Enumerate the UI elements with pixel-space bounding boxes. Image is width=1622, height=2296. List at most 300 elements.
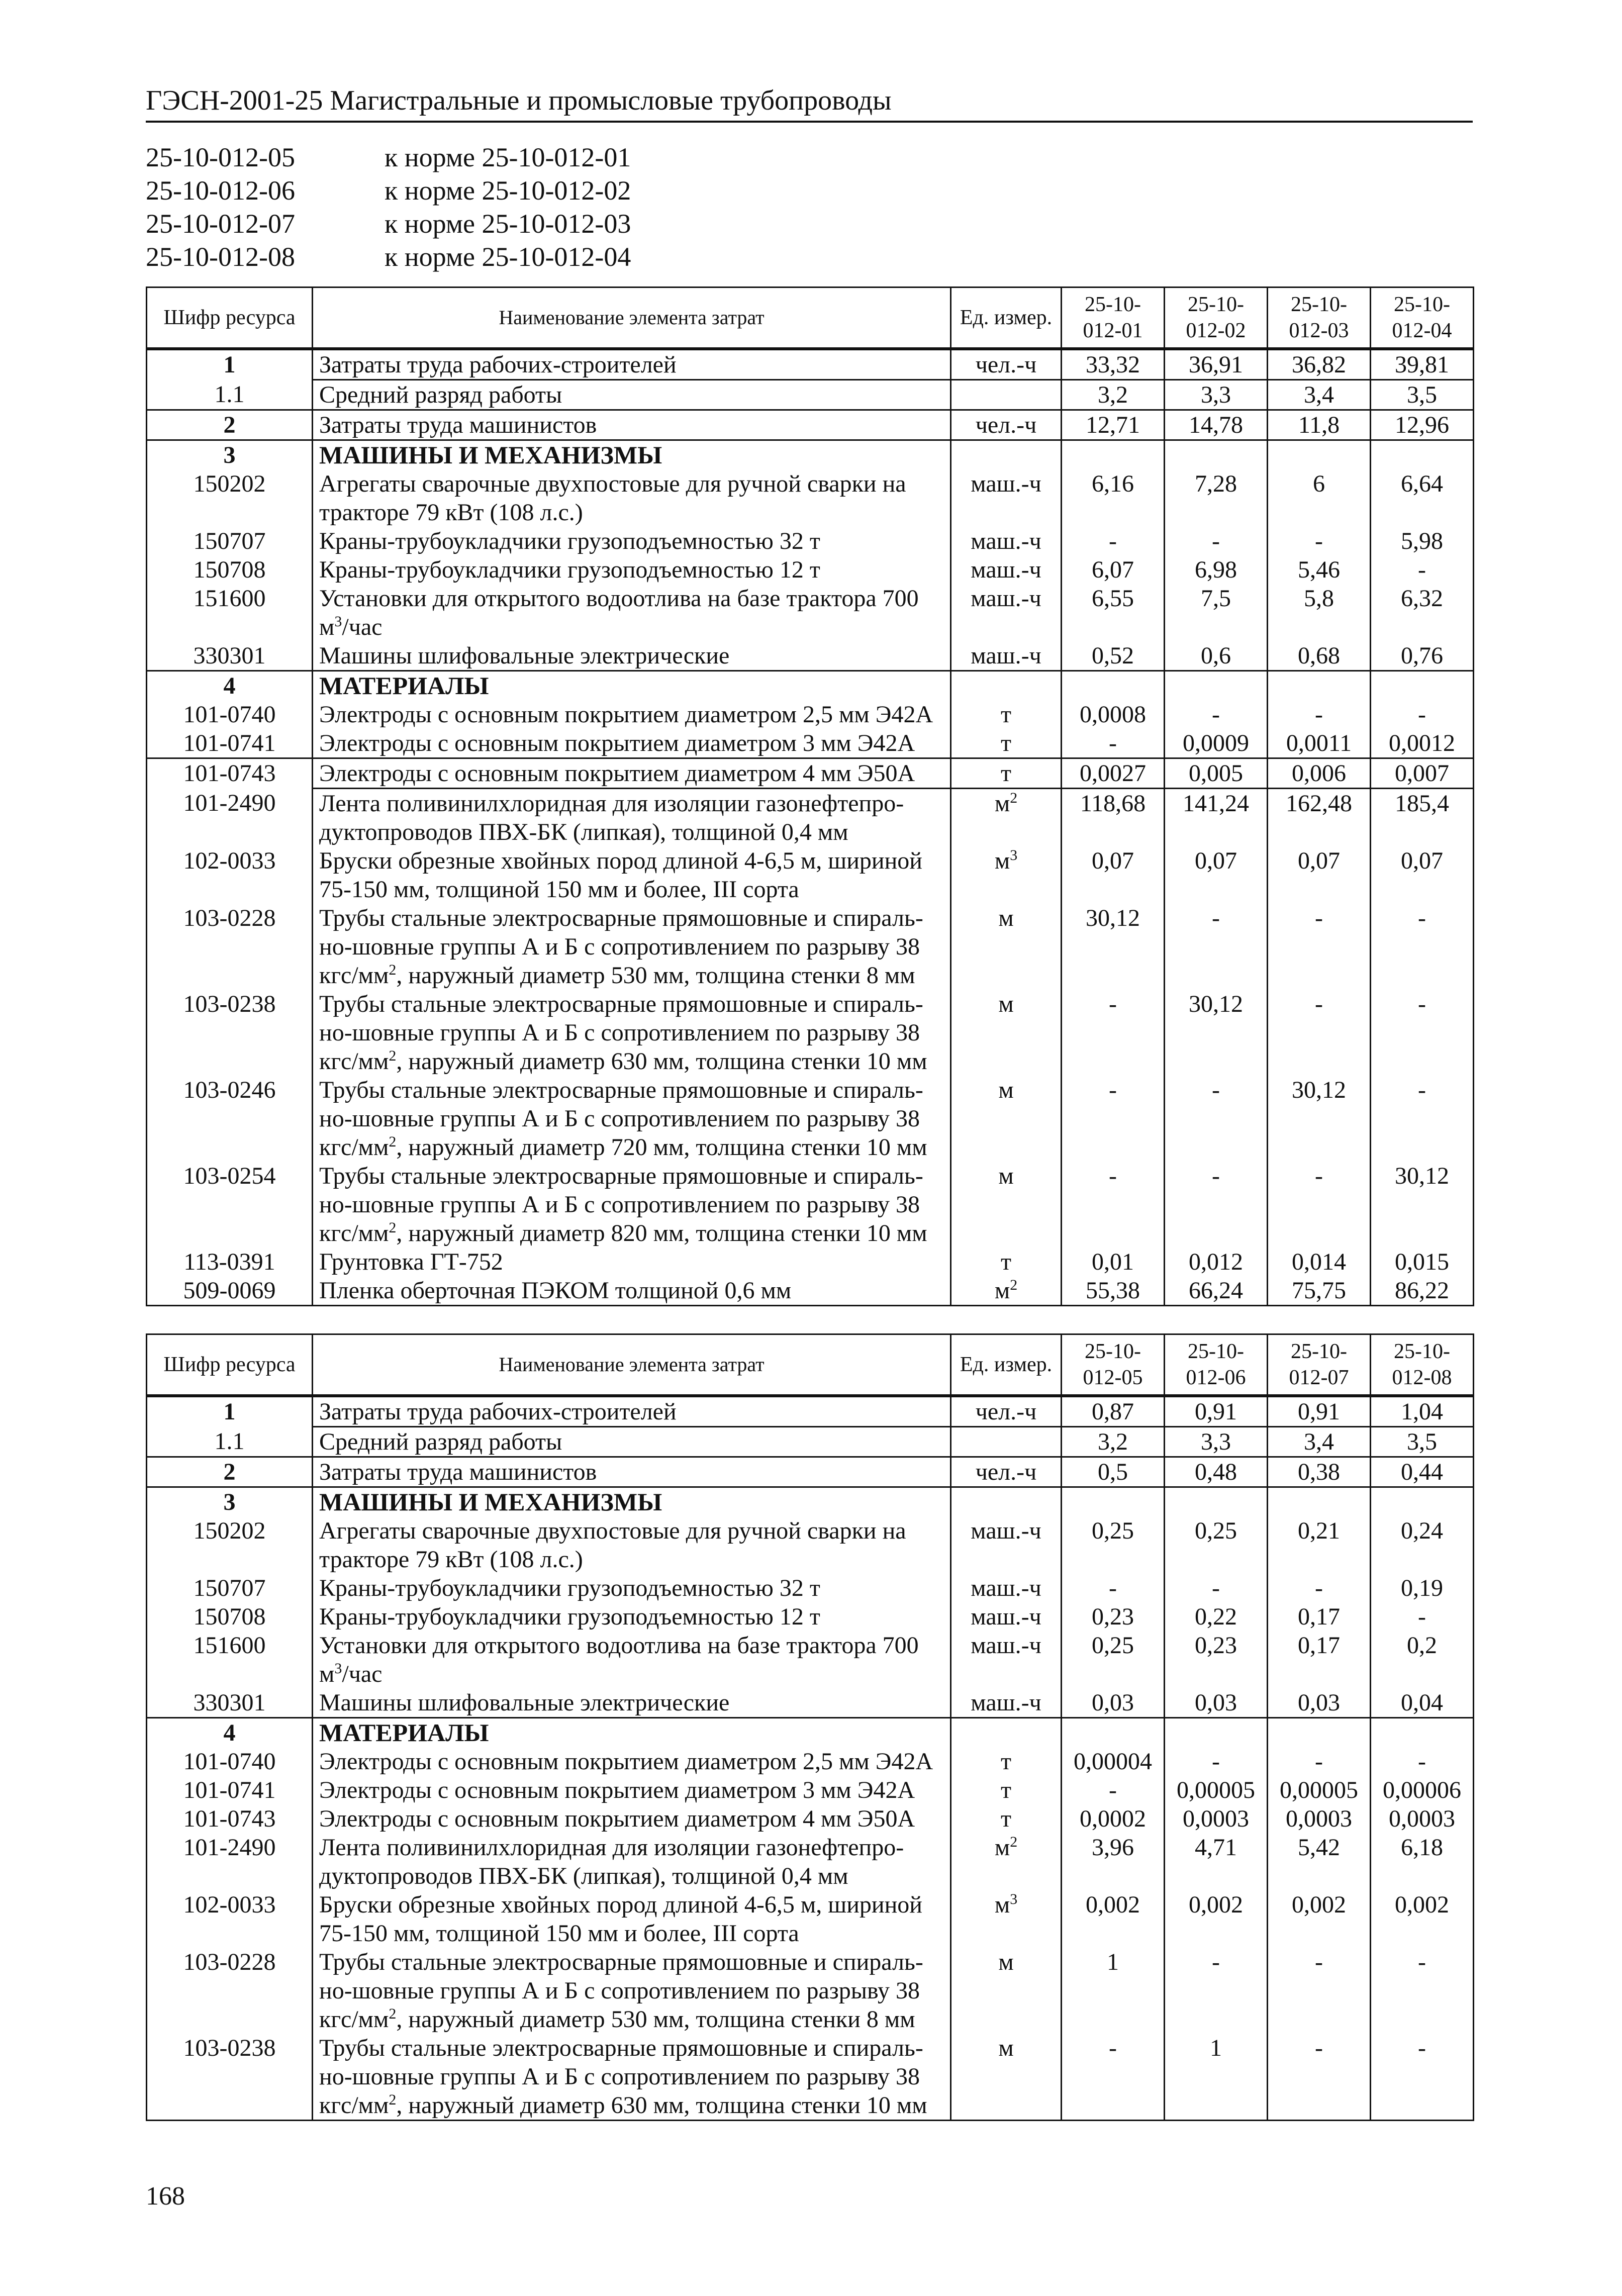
header-norm-line: 012-04 (1392, 319, 1452, 342)
resource-name (313, 789, 951, 847)
value-cell: 3,2 (1062, 380, 1165, 410)
value-cell: 14,78 (1165, 410, 1268, 440)
value-cell: - (1165, 1076, 1268, 1162)
value-cell: 0,07 (1165, 846, 1268, 904)
resource-code: 103-0228 (147, 1948, 313, 2034)
resource-name-text: , наружный диаметр 630 мм, толщина стенки 10 мм (396, 2092, 927, 2119)
value-cell: 6,18 (1371, 1833, 1474, 1890)
resource-name-text: Агрегаты сварочные двухпостовые для ручной сварки на тракторе 79 кВт (108 л.с.) (319, 470, 906, 526)
value-cell: 0,0027 (1062, 758, 1165, 789)
superscript: 2 (389, 2091, 397, 2108)
value-cell: - (1371, 1076, 1474, 1162)
value-cell: - (1165, 1162, 1268, 1248)
unit-text: м (994, 847, 1010, 874)
resource-code: 150708 (147, 1602, 313, 1631)
resource-name (313, 1602, 951, 1631)
value-cell: 0,07 (1062, 846, 1165, 904)
unit-cell (951, 1162, 1062, 1248)
resource-name-text: Бруски обрезные хвойных пород длиной 4-6,5 м, шириной 75-150 мм, толщиной 150 мм и более, III сорта (319, 1891, 922, 1947)
value-cell (1371, 671, 1474, 701)
value-cell: 36,91 (1165, 349, 1268, 380)
resource-name-text: Установки для открытого водоотлива на базе трактора 700 (319, 585, 919, 612)
value-cell: 0,25 (1165, 1516, 1268, 1574)
resource-name (313, 380, 951, 410)
resource-code: 102-0033 (147, 846, 313, 904)
resource-name-text: Установки для открытого водоотлива на базе трактора 700 (319, 1632, 919, 1659)
value-cell: - (1268, 527, 1371, 555)
unit-cell (951, 1602, 1062, 1631)
unit-text: т (1001, 1748, 1011, 1775)
value-cell: 5,98 (1371, 527, 1474, 555)
header-norm-line: 012-05 (1083, 1366, 1143, 1389)
resource-code: 113-0391 (147, 1248, 313, 1276)
value-cell: - (1062, 527, 1165, 555)
header-norm-line: 25-10- (1085, 293, 1141, 316)
unit-text: маш.-ч (971, 585, 1041, 612)
resource-name-text: м (319, 614, 335, 640)
page-title: ГЭСН-2001-25 Магистральные и промысловые трубопроводы (146, 85, 892, 116)
resource-code: 150202 (147, 469, 313, 527)
value-cell (1268, 1718, 1371, 1748)
resource-name (313, 1574, 951, 1602)
header-code: Шифр ресурса (147, 288, 313, 349)
resource-code: 1 (147, 1396, 313, 1427)
value-cell (1062, 671, 1165, 701)
resource-name-text: Краны-трубоукладчики грузоподъемностью 32 т (319, 528, 820, 554)
unit-cell (951, 1396, 1062, 1427)
table-row (147, 789, 1474, 847)
resource-name-text: Грунтовка ГТ-752 (319, 1249, 503, 1275)
header-norm-line: 25-10- (1188, 1340, 1244, 1363)
resource-name-text: Краны-трубоукладчики грузоподъемностью 12 т (319, 556, 820, 583)
resource-name (313, 729, 951, 758)
value-cell (1062, 1718, 1165, 1748)
resource-name (313, 904, 951, 990)
reference-text: к норме 25-10-012-01 (385, 142, 631, 172)
value-cell: 0,012 (1165, 1248, 1268, 1276)
value-cell (1165, 1487, 1268, 1517)
unit-cell (951, 1631, 1062, 1688)
value-cell: - (1268, 1162, 1371, 1248)
value-cell: 0,00005 (1165, 1776, 1268, 1804)
resource-name-text: , наружный диаметр 820 мм, толщина стенки 10 мм (396, 1220, 927, 1247)
value-cell: 0,25 (1062, 1516, 1165, 1574)
value-cell: - (1268, 700, 1371, 729)
reference-text: к норме 25-10-012-03 (385, 209, 631, 239)
table-row (147, 440, 1474, 470)
value-cell: - (1371, 1747, 1474, 1776)
value-cell: - (1268, 2034, 1371, 2121)
resource-code: 2 (147, 410, 313, 440)
resource-code: 101-2490 (147, 789, 313, 847)
value-cell: 0,22 (1165, 1602, 1268, 1631)
resource-code: 102-0033 (147, 1890, 313, 1948)
resource-name-text: Электроды с основным покрытием диаметром 2,5 мм Э42А (319, 701, 933, 728)
header-norm-line: 25-10- (1291, 293, 1347, 316)
resource-code: 330301 (147, 641, 313, 671)
value-cell: 0,0008 (1062, 700, 1165, 729)
value-cell: 0,03 (1268, 1688, 1371, 1718)
value-cell: 0,17 (1268, 1602, 1371, 1631)
value-cell: 0,2 (1371, 1631, 1474, 1688)
value-cell: 6,07 (1062, 555, 1165, 584)
unit-cell (951, 904, 1062, 990)
value-cell (1165, 440, 1268, 470)
value-cell: 30,12 (1268, 1076, 1371, 1162)
unit-cell (951, 410, 1062, 440)
table-row (147, 1516, 1474, 1574)
unit-cell (951, 1457, 1062, 1487)
resource-code: 1 (147, 349, 313, 380)
value-cell: 141,24 (1165, 789, 1268, 847)
value-cell: - (1268, 1747, 1371, 1776)
header-row (147, 288, 1474, 349)
resource-name-text: Электроды с основным покрытием диаметром 3 мм Э42А (319, 1777, 915, 1803)
value-cell: - (1062, 1162, 1165, 1248)
resource-name (313, 1747, 951, 1776)
unit-cell (951, 1948, 1062, 2034)
unit-cell (951, 700, 1062, 729)
header-norm-line: 012-07 (1289, 1366, 1349, 1389)
unit-text: м (994, 1891, 1010, 1918)
table-row (147, 1457, 1474, 1487)
value-cell: - (1268, 1948, 1371, 2034)
resource-name-text: , наружный диаметр 720 мм, толщина стенки 10 мм (396, 1134, 927, 1161)
superscript: 2 (389, 962, 397, 978)
resource-name-text: Трубы стальные электросварные прямошовные и спираль-но-шовные группы А и Б с сопротивлением по разрыву 38 кгс/мм (319, 1077, 923, 1161)
unit-cell (951, 1276, 1062, 1306)
superscript: 3 (334, 613, 342, 630)
table-row (147, 671, 1474, 701)
value-cell: - (1062, 729, 1165, 758)
value-cell (1268, 440, 1371, 470)
header-norm (1268, 1334, 1371, 1396)
unit-text: маш.-ч (971, 1603, 1041, 1630)
value-cell: 0,07 (1371, 846, 1474, 904)
value-cell: 5,42 (1268, 1833, 1371, 1890)
superscript: 2 (389, 1219, 397, 1236)
reference-code: 25-10-012-05 (146, 142, 295, 172)
resource-name (313, 990, 951, 1076)
resource-code: 509-0069 (147, 1276, 313, 1306)
resource-name-text: Пленка оберточная ПЭКОМ толщиной 0,6 мм (319, 1277, 792, 1304)
value-cell: 0,03 (1165, 1688, 1268, 1718)
value-cell: 0,01 (1062, 1248, 1165, 1276)
value-cell: - (1371, 990, 1474, 1076)
value-cell: 33,32 (1062, 349, 1165, 380)
value-cell: 30,12 (1062, 904, 1165, 990)
value-cell: 0,91 (1165, 1396, 1268, 1427)
value-cell: 3,4 (1268, 1427, 1371, 1457)
table-row (147, 1718, 1474, 1748)
resource-code: 103-0254 (147, 1162, 313, 1248)
header-norm-line: 012-03 (1289, 319, 1349, 342)
value-cell: 0,0003 (1165, 1804, 1268, 1833)
table-row (147, 758, 1474, 789)
header-norm (1062, 288, 1165, 349)
resource-name (313, 1688, 951, 1718)
unit-text: чел.-ч (975, 1459, 1037, 1485)
resource-name-text: , наружный диаметр 530 мм, толщина стенки 8 мм (396, 962, 915, 989)
value-cell: - (1268, 904, 1371, 990)
resource-code: 150707 (147, 527, 313, 555)
value-cell (1165, 671, 1268, 701)
value-cell: 36,82 (1268, 349, 1371, 380)
resource-name-text: Краны-трубоукладчики грузоподъемностью 32 т (319, 1575, 820, 1601)
resource-table-1 (146, 286, 1474, 1306)
resource-table-2 (146, 1333, 1474, 2121)
value-cell: 0,76 (1371, 641, 1474, 671)
value-cell: 3,5 (1371, 1427, 1474, 1457)
unit-cell (951, 1747, 1062, 1776)
table-row (147, 1804, 1474, 1833)
unit-cell (951, 469, 1062, 527)
value-cell: 6,55 (1062, 584, 1165, 641)
resource-name-text: Электроды с основным покрытием диаметром 4 мм Э50А (319, 1805, 915, 1832)
resource-name-text: Бруски обрезные хвойных пород длиной 4-6,5 м, шириной 75-150 мм, толщиной 150 мм и более, III сорта (319, 847, 922, 903)
resource-code: 151600 (147, 584, 313, 641)
header-norm (1062, 1334, 1165, 1396)
table-row (147, 1602, 1474, 1631)
superscript: 3 (1010, 847, 1018, 864)
value-cell: 1,04 (1371, 1396, 1474, 1427)
resource-code: 150707 (147, 1574, 313, 1602)
unit-cell (951, 1487, 1062, 1517)
unit-text: м (998, 991, 1014, 1017)
resource-name (313, 846, 951, 904)
resource-code: 4 (147, 1718, 313, 1748)
table-row (147, 527, 1474, 555)
unit-cell (951, 1516, 1062, 1574)
unit-text: т (1001, 1777, 1011, 1803)
table-row (147, 1747, 1474, 1776)
resource-name-text: Затраты труда машинистов (319, 412, 597, 438)
unit-text: маш.-ч (971, 1517, 1041, 1544)
value-cell: 0,23 (1165, 1631, 1268, 1688)
unit-cell (951, 349, 1062, 380)
value-cell: - (1371, 2034, 1474, 2121)
resource-code: 330301 (147, 1688, 313, 1718)
header-norm-line: 012-06 (1186, 1366, 1246, 1389)
value-cell: 0,0011 (1268, 729, 1371, 758)
value-cell: 0,002 (1165, 1890, 1268, 1948)
unit-text: маш.-ч (971, 1575, 1041, 1601)
resource-code: 1.1 (147, 1427, 313, 1457)
value-cell: 6,98 (1165, 555, 1268, 584)
table-row (147, 1427, 1474, 1457)
table-row (147, 1574, 1474, 1602)
header-name: Наименование элемента затрат (313, 1334, 951, 1396)
section-heading (313, 671, 951, 701)
header-norm-line: 25-10- (1394, 293, 1450, 316)
value-cell: 7,5 (1165, 584, 1268, 641)
value-cell: 0,005 (1165, 758, 1268, 789)
resource-name-text: Трубы стальные электросварные прямошовные и спираль-но-шовные группы А и Б с сопротивлением по разрыву 38 кгс/мм (319, 2035, 923, 2119)
header-norm (1371, 288, 1474, 349)
table-row (147, 641, 1474, 671)
value-cell: 0,38 (1268, 1457, 1371, 1487)
unit-cell (951, 1427, 1062, 1457)
value-cell: - (1165, 700, 1268, 729)
resource-name (313, 1776, 951, 1804)
section-heading (313, 440, 951, 470)
value-cell: - (1371, 700, 1474, 729)
resource-code: 4 (147, 671, 313, 701)
reference-row (146, 141, 631, 174)
table-row (147, 904, 1474, 990)
value-cell: - (1268, 990, 1371, 1076)
value-cell: 30,12 (1371, 1162, 1474, 1248)
section-heading (313, 1487, 951, 1517)
resource-name (313, 527, 951, 555)
resource-name-text: /час (342, 614, 383, 640)
resource-code: 150202 (147, 1516, 313, 1574)
table-row (147, 1162, 1474, 1248)
resource-name-text: Агрегаты сварочные двухпостовые для ручной сварки на тракторе 79 кВт (108 л.с.) (319, 1517, 906, 1573)
superscript: 2 (389, 1047, 397, 1064)
value-cell: - (1165, 527, 1268, 555)
resource-code: 103-0246 (147, 1076, 313, 1162)
resource-name-text: , наружный диаметр 630 мм, толщина стенки 10 мм (396, 1048, 927, 1075)
value-cell: - (1268, 1574, 1371, 1602)
value-cell: 0,0003 (1268, 1804, 1371, 1833)
unit-text: м (998, 1163, 1014, 1189)
value-cell: 4,71 (1165, 1833, 1268, 1890)
resource-name (313, 700, 951, 729)
unit-cell (951, 789, 1062, 847)
value-cell: 0,52 (1062, 641, 1165, 671)
resource-name-text: Лента поливинилхлоридная для изоляции газонефтепро-дуктопроводов ПВХ-БК (липкая), толщиной 0,4 мм (319, 790, 904, 845)
value-cell: - (1062, 1076, 1165, 1162)
table-row (147, 990, 1474, 1076)
header-name: Наименование элемента затрат (313, 288, 951, 349)
value-cell: 0,00006 (1371, 1776, 1474, 1804)
unit-text: чел.-ч (975, 412, 1037, 438)
header-norm-line: 25-10- (1291, 1340, 1347, 1363)
value-cell (1371, 1487, 1474, 1517)
value-cell: 0,21 (1268, 1516, 1371, 1574)
resource-name-text: Машины шлифовальные электрические (319, 642, 730, 669)
unit-text: т (1001, 701, 1011, 728)
resource-name-text: МАТЕРИАЛЫ (319, 672, 489, 700)
table-row (147, 729, 1474, 758)
unit-cell (951, 729, 1062, 758)
unit-cell (951, 758, 1062, 789)
table-row (147, 555, 1474, 584)
value-cell: - (1165, 904, 1268, 990)
unit-cell (951, 641, 1062, 671)
value-cell: 0,25 (1062, 1631, 1165, 1688)
resource-name-text: Краны-трубоукладчики грузоподъемностью 12 т (319, 1603, 820, 1630)
value-cell: 0,015 (1371, 1248, 1474, 1276)
resource-name (313, 1457, 951, 1487)
value-cell: 118,68 (1062, 789, 1165, 847)
value-cell: 11,8 (1268, 410, 1371, 440)
unit-text: маш.-ч (971, 528, 1041, 554)
resource-name (313, 758, 951, 789)
resource-name (313, 1276, 951, 1306)
unit-cell (951, 380, 1062, 410)
resource-code: 101-0743 (147, 758, 313, 789)
value-cell (1268, 1487, 1371, 1517)
resource-name-text: Трубы стальные электросварные прямошовные и спираль-но-шовные группы А и Б с сопротивлением по разрыву 38 кгс/мм (319, 1949, 923, 2033)
unit-text: т (1001, 730, 1011, 756)
resource-name-text: МАТЕРИАЛЫ (319, 1718, 489, 1747)
reference-code: 25-10-012-08 (146, 242, 295, 272)
header-norm (1165, 288, 1268, 349)
value-cell: 0,007 (1371, 758, 1474, 789)
resource-name-text: Трубы стальные электросварные прямошовные и спираль-но-шовные группы А и Б с сопротивлением по разрыву 38 кгс/мм (319, 991, 923, 1075)
resource-name-text: Затраты труда рабочих-строителей (319, 351, 677, 378)
value-cell: 0,91 (1268, 1396, 1371, 1427)
unit-cell (951, 2034, 1062, 2121)
unit-cell (951, 1718, 1062, 1748)
unit-cell (951, 1248, 1062, 1276)
resource-name-text: Электроды с основным покрытием диаметром 4 мм Э50А (319, 760, 915, 787)
value-cell: 6,32 (1371, 584, 1474, 641)
unit-cell (951, 1574, 1062, 1602)
resource-name (313, 1248, 951, 1276)
unit-text: т (1001, 760, 1011, 787)
resource-code: 2 (147, 1457, 313, 1487)
value-cell: - (1062, 1574, 1165, 1602)
resource-code: 103-0238 (147, 990, 313, 1076)
header-norm-line: 25-10- (1085, 1340, 1141, 1363)
superscript: 2 (389, 1133, 397, 1150)
header-unit: Ед. измер. (951, 288, 1062, 349)
unit-cell (951, 555, 1062, 584)
table-row (147, 1948, 1474, 2034)
table-row (147, 1776, 1474, 1804)
value-cell: 1 (1165, 2034, 1268, 2121)
unit-text: м (998, 2035, 1014, 2061)
resource-code: 101-0743 (147, 1804, 313, 1833)
value-cell: 12,96 (1371, 410, 1474, 440)
value-cell: 0,002 (1062, 1890, 1165, 1948)
unit-cell (951, 1688, 1062, 1718)
value-cell: - (1371, 1602, 1474, 1631)
table-row (147, 1487, 1474, 1517)
value-cell: 0,04 (1371, 1688, 1474, 1718)
unit-cell (951, 1776, 1062, 1804)
table-row (147, 846, 1474, 904)
table-row (147, 584, 1474, 641)
unit-text: маш.-ч (971, 556, 1041, 583)
table-row (147, 1631, 1474, 1688)
page-number: 168 (146, 2182, 185, 2211)
reference-text: к норме 25-10-012-02 (385, 175, 631, 206)
unit-cell (951, 1833, 1062, 1890)
table-row (147, 469, 1474, 527)
header-norm (1268, 288, 1371, 349)
header-code: Шифр ресурса (147, 1334, 313, 1396)
resource-name-text: Машины шлифовальные электрические (319, 1689, 730, 1716)
resource-name-text: м (319, 1661, 335, 1687)
header-norm-line: 012-08 (1392, 1366, 1452, 1389)
superscript: 2 (1010, 790, 1018, 806)
value-cell: - (1371, 1948, 1474, 2034)
unit-text: т (1001, 1249, 1011, 1275)
unit-cell (951, 1076, 1062, 1162)
value-cell: 0,19 (1371, 1574, 1474, 1602)
value-cell: 0,0003 (1371, 1804, 1474, 1833)
value-cell: - (1371, 904, 1474, 990)
value-cell: 0,002 (1371, 1890, 1474, 1948)
value-cell: 1 (1062, 1948, 1165, 2034)
value-cell: 0,00005 (1268, 1776, 1371, 1804)
header-norm-line: 25-10- (1188, 293, 1244, 316)
superscript: 2 (1010, 1277, 1018, 1293)
